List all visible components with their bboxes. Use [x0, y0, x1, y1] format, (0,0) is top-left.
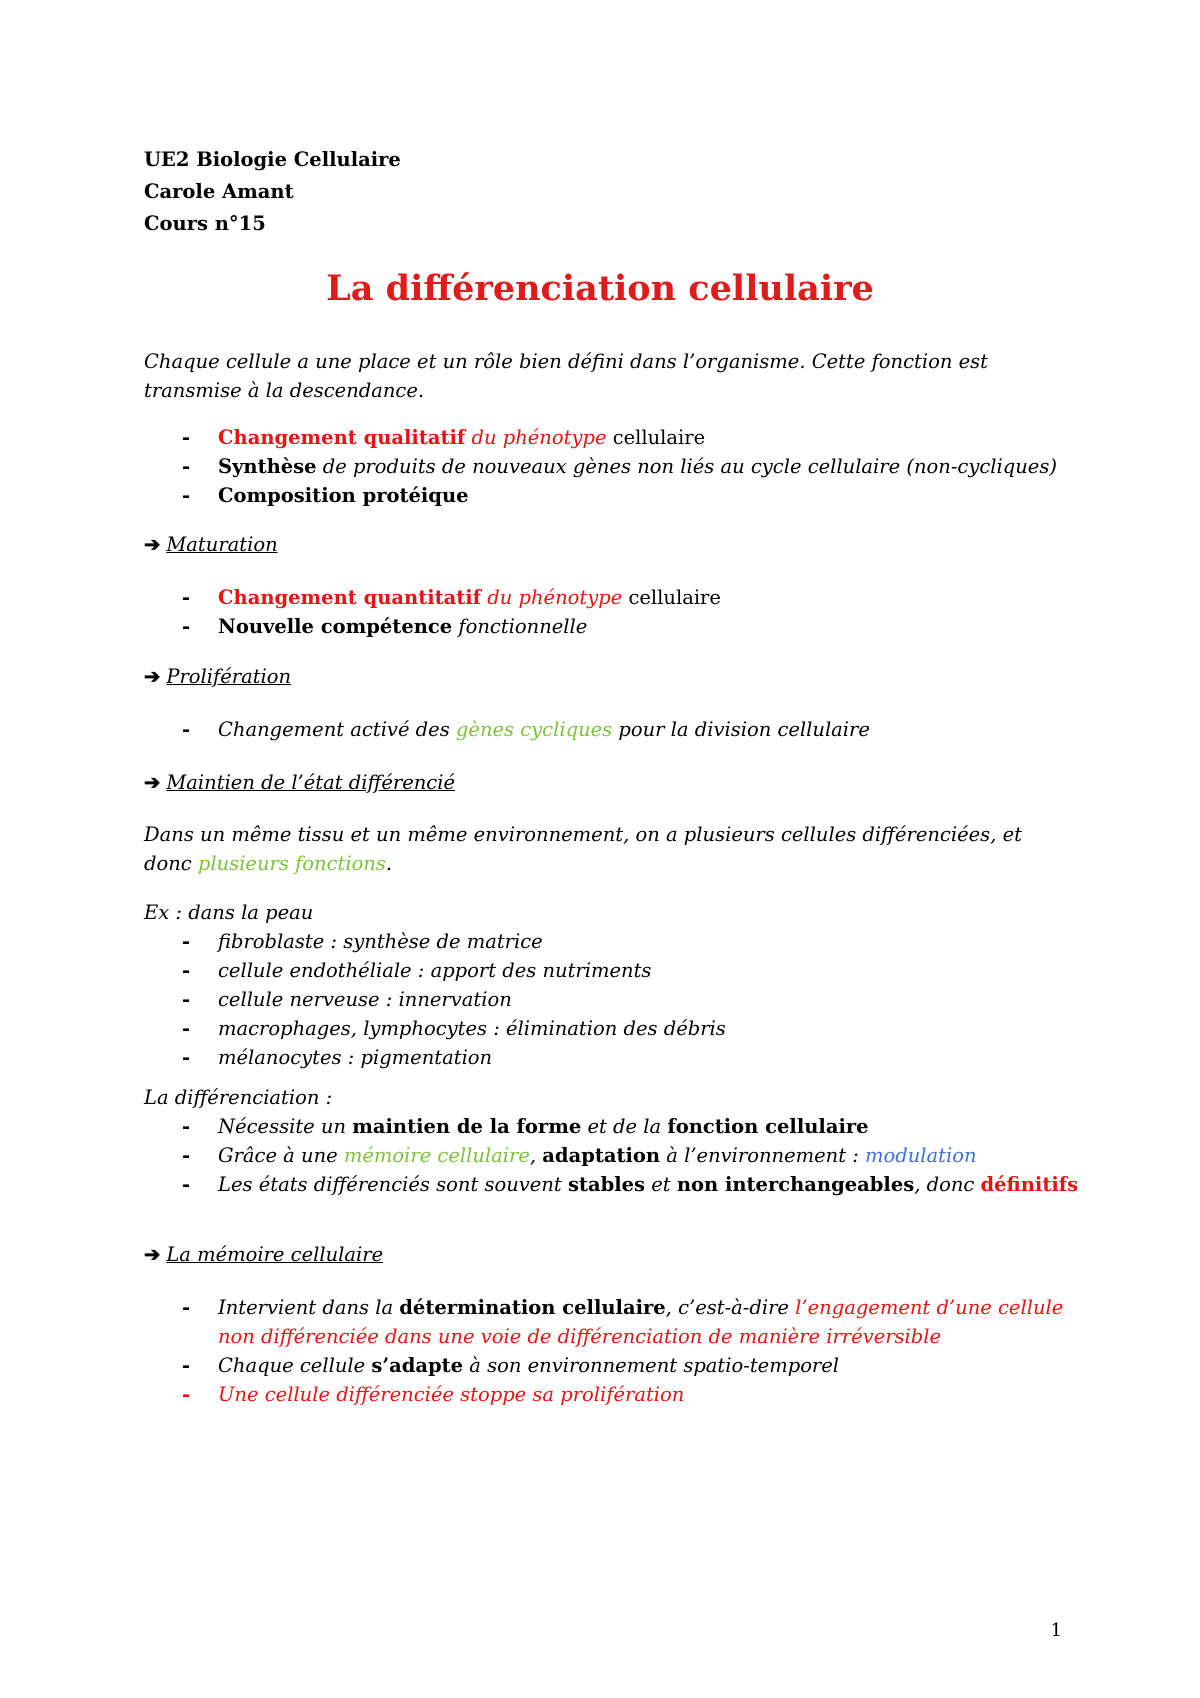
text-span: Grâce à une	[218, 1144, 338, 1167]
arrow-icon: ➔	[144, 1243, 161, 1266]
example-item	[144, 927, 1080, 956]
text-span: gènes cycliques	[455, 718, 613, 741]
document-header	[144, 145, 1080, 241]
text-span: fonctionnelle	[458, 615, 588, 638]
list-item	[144, 715, 1080, 744]
text-span: , c’est-à-dire	[665, 1296, 789, 1319]
text-span: pour la division cellulaire	[618, 718, 870, 741]
bullet: -	[182, 1296, 191, 1319]
text-span: adaptation	[542, 1144, 661, 1167]
arrow-icon: ➔	[144, 665, 161, 688]
text-span: maintien de la forme	[352, 1115, 582, 1138]
characteristics-list	[144, 423, 1080, 510]
example-text: mélanocytes : pigmentation	[218, 1046, 493, 1069]
text-span: Une cellule différenciée stoppe sa prolifération	[218, 1383, 685, 1406]
list-item	[144, 481, 1080, 510]
bullet: -	[182, 930, 191, 953]
list-item	[144, 423, 1080, 452]
text-span: non interchangeables	[676, 1173, 915, 1196]
examples-heading: Ex : dans la peau	[144, 901, 314, 924]
lesson-number: Cours n°15	[144, 212, 266, 235]
text-span: Les états différenciés sont souvent	[218, 1173, 562, 1196]
bullet: -	[182, 586, 191, 609]
text-span: fonction cellulaire	[667, 1115, 869, 1138]
text-span: cellulaire	[628, 586, 721, 609]
text-span: Intervient dans la	[218, 1296, 394, 1319]
bullet: -	[182, 1383, 191, 1406]
bullet: -	[182, 455, 191, 478]
course-name: UE2 Biologie Cellulaire	[144, 148, 401, 171]
maintien-heading	[144, 768, 1080, 797]
page-number: 1	[1050, 1620, 1062, 1641]
list-item	[144, 583, 1080, 612]
example-item	[144, 1043, 1080, 1072]
bullet: -	[182, 1354, 191, 1377]
examples-list	[144, 927, 1080, 1072]
text-span: modulation	[865, 1144, 977, 1167]
bullet: -	[182, 718, 191, 741]
text-span: Nouvelle compétence	[218, 615, 453, 638]
section-heading-text: Maturation	[166, 533, 278, 556]
text-span: détermination cellulaire	[399, 1296, 666, 1319]
section-heading-text: Prolifération	[166, 665, 292, 688]
text-span: stables	[567, 1173, 646, 1196]
text-span: Changement qualitatif	[218, 426, 466, 449]
text-span: cellule non différenciée dans une voie de différenciation de manière irréversible	[218, 1296, 1064, 1348]
text-span: Changement activé des	[218, 718, 450, 741]
differentiation-heading: La différenciation :	[144, 1086, 333, 1109]
maturation-list	[144, 583, 1080, 641]
text-span: et de la	[587, 1115, 662, 1138]
text-span: plusieurs fonctions	[197, 852, 386, 875]
intro-line-1: Chaque cellule a une place et un rôle bien défini dans l’organisme. Cette fonction est	[144, 350, 988, 373]
text-span: Composition protéique	[218, 484, 469, 507]
text-span: Chaque cellule	[218, 1354, 366, 1377]
example-text: cellule nerveuse : innervation	[218, 988, 512, 1011]
maturation-heading	[144, 530, 1080, 559]
bullet: -	[182, 988, 191, 1011]
text-span: Changement quantitatif	[218, 586, 482, 609]
teacher-name: Carole Amant	[144, 180, 294, 203]
memoire-list-block	[144, 1293, 1080, 1409]
text-span: ,	[529, 1144, 537, 1167]
proliferation-list	[144, 715, 1080, 744]
list-item	[144, 1112, 1080, 1141]
bullet: -	[182, 959, 191, 982]
bullet: -	[182, 615, 191, 638]
bullet: -	[182, 1046, 191, 1069]
text-span: cellulaire	[612, 426, 706, 449]
list-item	[144, 1293, 1080, 1351]
example-text: macrophages, lymphocytes : élimination des débris	[218, 1017, 726, 1040]
example-text: cellule endothéliale : apport des nutriments	[218, 959, 652, 982]
example-text: fibroblaste : synthèse de matrice	[218, 930, 543, 953]
list-item	[144, 1141, 1080, 1170]
list-item	[144, 452, 1080, 481]
paragraph-line	[144, 849, 1080, 878]
text-span: de produits de nouveaux gènes non liés au cycle cellulaire (non-cycliques)	[322, 455, 1057, 478]
arrow-icon: ➔	[144, 533, 161, 556]
text-span: , donc	[914, 1173, 975, 1196]
text-span: donc	[144, 852, 192, 875]
text-span: définitifs	[980, 1173, 1079, 1196]
maintien-paragraph	[144, 820, 1080, 878]
bullet: -	[182, 1017, 191, 1040]
example-item	[144, 1014, 1080, 1043]
text-span: à l’environnement :	[666, 1144, 859, 1167]
differentiation-block	[144, 1083, 1080, 1199]
bullet: -	[182, 1144, 191, 1167]
memoire-heading	[144, 1240, 1080, 1269]
text-span: du phénotype	[471, 426, 607, 449]
text-span: du phénotype	[487, 586, 623, 609]
intro-line-2: transmise à la descendance.	[144, 379, 425, 402]
bullet: -	[182, 1173, 191, 1196]
list-item	[144, 612, 1080, 641]
list-item	[144, 1170, 1080, 1199]
text-span: Nécessite un	[218, 1115, 347, 1138]
intro-paragraph	[144, 347, 1080, 405]
example-item	[144, 985, 1080, 1014]
paragraph-line: Dans un même tissu et un même environnement, on a plusieurs cellules différenciées, et	[144, 823, 1022, 846]
section-heading-text: Maintien de l’état différencié	[166, 771, 455, 794]
bullet: -	[182, 426, 191, 449]
proliferation-heading	[144, 662, 1080, 691]
text-span: l’engagement d’une	[795, 1296, 992, 1319]
text-span: et	[651, 1173, 671, 1196]
section-heading-text: La mémoire cellulaire	[166, 1243, 384, 1266]
text-span: mémoire cellulaire	[343, 1144, 530, 1167]
text-span: .	[385, 852, 393, 875]
examples-block	[144, 898, 1080, 1072]
example-item	[144, 956, 1080, 985]
arrow-icon: ➔	[144, 771, 161, 794]
text-span: à son environnement spatio-temporel	[469, 1354, 840, 1377]
bullet: -	[182, 1115, 191, 1138]
page-title: La différenciation cellulaire	[326, 268, 874, 309]
bullet: -	[182, 484, 191, 507]
text-span: Synthèse	[218, 455, 317, 478]
text-span: s’adapte	[371, 1354, 464, 1377]
list-item	[144, 1380, 1080, 1409]
list-item	[144, 1351, 1080, 1380]
